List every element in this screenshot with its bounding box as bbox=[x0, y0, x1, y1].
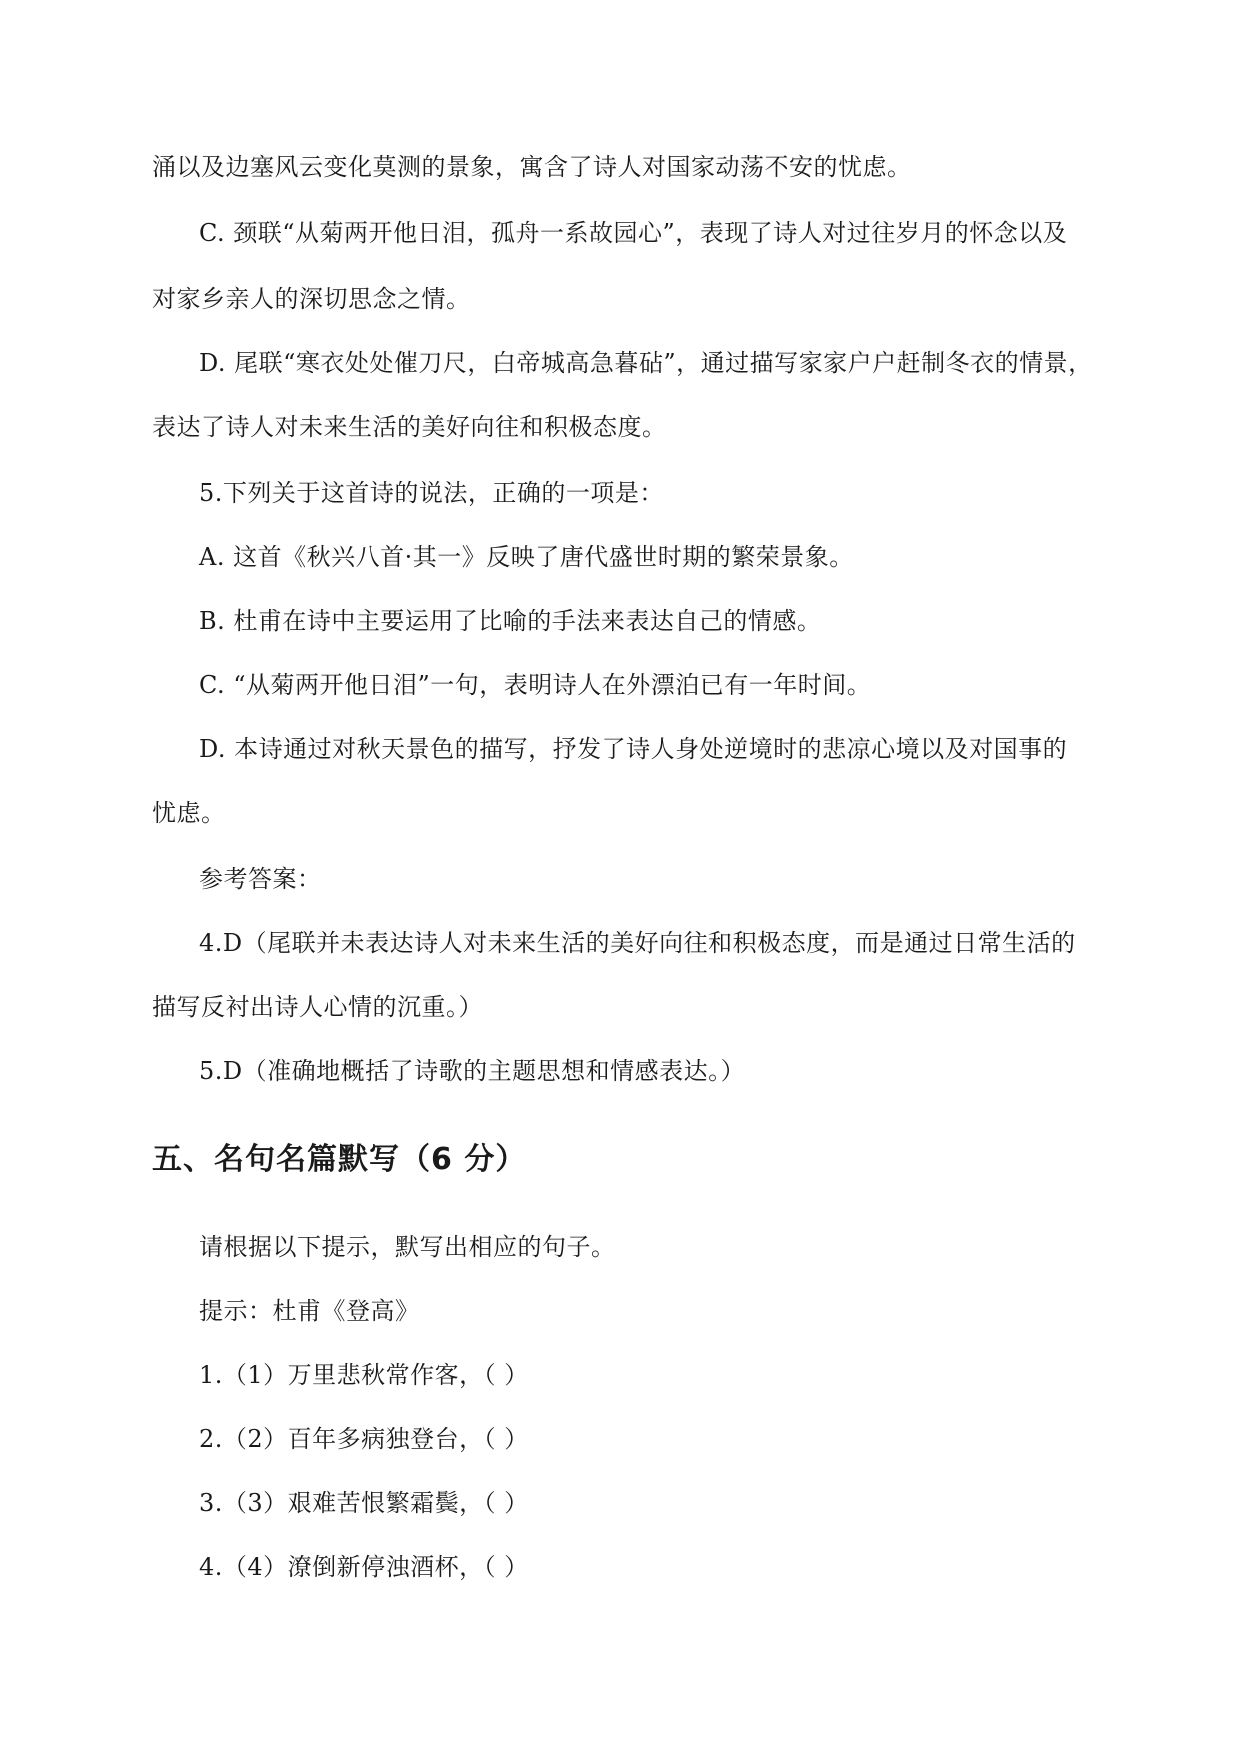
paragraph-line: 描写反衬出诗人心情的沉重。） bbox=[152, 993, 483, 1021]
paragraph-line: 对家乡亲人的深切思念之情。 bbox=[152, 285, 471, 313]
recitation-item: 1.（1）万里悲秋常作客，（ ） bbox=[199, 1361, 529, 1389]
question-5-option-d: D. 本诗通过对秋天景色的描写，抒发了诗人身处逆境时的悲凉心境以及对国事的 bbox=[199, 735, 1068, 763]
recitation-item: 3.（3）艰难苦恨繁霜鬓，（ ） bbox=[199, 1489, 529, 1517]
question-5-option-b: B. 杜甫在诗中主要运用了比喻的手法来表达自己的情感。 bbox=[199, 607, 822, 635]
section-intro: 请根据以下提示，默写出相应的句子。 bbox=[199, 1233, 616, 1261]
paragraph-line: 忧虑。 bbox=[152, 799, 226, 827]
recitation-item: 2.（2）百年多病独登台，（ ） bbox=[199, 1425, 529, 1453]
answer-5: 5.D（准确地概括了诗歌的主题思想和情感表达。） bbox=[199, 1057, 746, 1085]
question-5-stem: 5.下列关于这首诗的说法，正确的一项是： bbox=[199, 479, 664, 507]
answer-4: 4.D（尾联并未表达诗人对未来生活的美好向往和积极态度，而是通过日常生活的 bbox=[199, 929, 1076, 957]
question-5-option-c: C. “从菊两开他日泪”一句，表明诗人在外漂泊已有一年时间。 bbox=[199, 671, 872, 699]
paragraph-line: 涌以及边塞风云变化莫测的景象，寓含了诗人对国家动荡不安的忧虑。 bbox=[152, 153, 912, 181]
answer-key-label: 参考答案： bbox=[199, 865, 322, 893]
paragraph-line: 表达了诗人对未来生活的美好向往和积极态度。 bbox=[152, 413, 667, 441]
question-5-option-a: A. 这首《秋兴八首·其一》反映了唐代盛世时期的繁荣景象。 bbox=[199, 543, 854, 571]
recitation-item: 4.（4）潦倒新停浊酒杯，（ ） bbox=[199, 1553, 529, 1581]
section-hint: 提示：杜甫《登高》 bbox=[199, 1297, 420, 1325]
section-heading: 五、名句名篇默写（6 分） bbox=[152, 1142, 527, 1177]
option-c-analysis: C. 颈联“从菊两开他日泪，孤舟一系故园心”，表现了诗人对过往岁月的怀念以及 bbox=[199, 219, 1068, 247]
option-d-analysis: D. 尾联“寒衣处处催刀尺，白帝城高急暮砧”，通过描写家家户户赶制冬衣的情景， bbox=[199, 349, 1093, 377]
